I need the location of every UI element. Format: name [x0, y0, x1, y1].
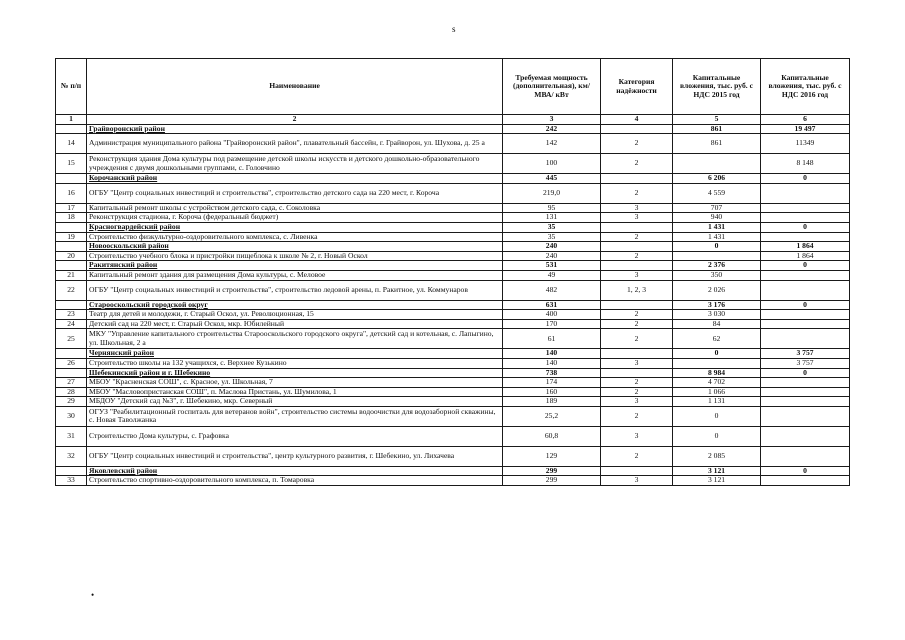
cell-capex-2016: 19 497	[761, 124, 850, 134]
cell-capex-2016	[761, 426, 850, 446]
cell-power: 299	[503, 476, 601, 486]
column-index-row	[56, 115, 850, 125]
cell-name: Капитальный ремонт школы с устройством детского сада, с. Соколовка	[87, 203, 503, 213]
cell-capex-2016	[761, 406, 850, 426]
table-row	[56, 270, 850, 280]
table-row	[56, 319, 850, 329]
cell-capex-2016	[761, 476, 850, 486]
cell-capex-2015: 0	[673, 349, 761, 359]
cell-num	[56, 222, 87, 232]
cell-name: ОГБУ "Центр социальных инвестиций и строительства", центр культурного развития, г. Шебекино, ул. Лихачева	[87, 446, 503, 466]
table-row	[56, 446, 850, 466]
cell-power: 49	[503, 270, 601, 280]
cell-power: 482	[503, 280, 601, 300]
cell-category: 2	[601, 387, 673, 397]
cell-capex-2015: 940	[673, 213, 761, 223]
cell-capex-2016: 0	[761, 174, 850, 184]
table-row	[56, 251, 850, 261]
cell-power: 445	[503, 174, 601, 184]
cell-name: Новооскольский район	[87, 242, 503, 252]
cell-name: ОГБУ "Центр социальных инвестиций и строительства", строительство ледовой арены, п. Ракитное, ул. Коммунаров	[87, 280, 503, 300]
header-name: Наименование	[87, 59, 503, 115]
cell-capex-2015: 4 702	[673, 378, 761, 388]
cell-name: Яковлевский район	[87, 466, 503, 476]
cell-category	[601, 124, 673, 134]
cell-category: 2	[601, 406, 673, 426]
cell-power: 400	[503, 310, 601, 320]
cell-capex-2016	[761, 446, 850, 466]
cell-name: Администрация муниципального района "Грайворонский район", плавательный бассейн, г. Грайворон, ул. Шухова, д. 25 а	[87, 134, 503, 154]
cell-category	[601, 368, 673, 378]
cell-name: ОГУЗ "Реабилитационный госпиталь для ветеранов войн", строительство системы водоочистки для водозаборной скважины, с. Новая Таволжанка	[87, 406, 503, 426]
cell-category: 2	[601, 378, 673, 388]
cell-capex-2016: 1 864	[761, 251, 850, 261]
cell-category: 1, 2, 3	[601, 280, 673, 300]
cell-name: Строительство физкультурно-оздоровительного комплекса, с. Ливенка	[87, 232, 503, 242]
cell-num: 27	[56, 378, 87, 388]
cell-name: Чернянский район	[87, 349, 503, 359]
cell-capex-2015: 62	[673, 329, 761, 349]
cell-capex-2016: 8 148	[761, 154, 850, 174]
cell-category	[601, 261, 673, 271]
table-row	[56, 378, 850, 388]
district-row	[56, 368, 850, 378]
cell-category	[601, 174, 673, 184]
cell-power: 25,2	[503, 406, 601, 426]
cell-num: 31	[56, 426, 87, 446]
district-row	[56, 242, 850, 252]
table-row	[56, 329, 850, 349]
cell-name: МКУ "Управление капитального строительства Старооскольского городского округа", детский сад и котельная, с. Лапыгино, ул. Школьная, 2 а	[87, 329, 503, 349]
table-row	[56, 426, 850, 446]
cell-num: 19	[56, 232, 87, 242]
cell-capex-2016: 0	[761, 261, 850, 271]
cell-capex-2016: 0	[761, 300, 850, 310]
cell-category: 3	[601, 213, 673, 223]
page-mark-bottom: •	[91, 590, 95, 600]
column-index: 4	[601, 115, 673, 125]
cell-capex-2015: 0	[673, 426, 761, 446]
cell-capex-2015: 84	[673, 319, 761, 329]
table-row	[56, 280, 850, 300]
cell-category: 2	[601, 446, 673, 466]
cell-power: 738	[503, 368, 601, 378]
cell-num: 26	[56, 358, 87, 368]
cell-category: 3	[601, 270, 673, 280]
column-index: 3	[503, 115, 601, 125]
table-row	[56, 134, 850, 154]
cell-name: Строительство Дома культуры, с. Графовка	[87, 426, 503, 446]
cell-category: 3	[601, 476, 673, 486]
cell-capex-2015: 0	[673, 406, 761, 426]
district-row	[56, 300, 850, 310]
cell-power: 240	[503, 242, 601, 252]
cell-category: 2	[601, 154, 673, 174]
cell-name: Старооскольский городской округ	[87, 300, 503, 310]
cell-power: 189	[503, 397, 601, 407]
cell-num: 30	[56, 406, 87, 426]
table-row	[56, 154, 850, 174]
cell-capex-2015: 2 026	[673, 280, 761, 300]
table-row	[56, 358, 850, 368]
table-row	[56, 476, 850, 486]
cell-num: 24	[56, 319, 87, 329]
cell-power: 219,0	[503, 183, 601, 203]
cell-capex-2016	[761, 203, 850, 213]
column-index: 6	[761, 115, 850, 125]
cell-capex-2016: 3 757	[761, 358, 850, 368]
table-row	[56, 397, 850, 407]
cell-num: 29	[56, 397, 87, 407]
cell-num: 15	[56, 154, 87, 174]
cell-name: Театр для детей и молодежи, г. Старый Оскол, ул. Революционная, 15	[87, 310, 503, 320]
cell-power: 174	[503, 378, 601, 388]
cell-capex-2015: 8 984	[673, 368, 761, 378]
table-row	[56, 183, 850, 203]
column-index: 1	[56, 115, 87, 125]
header-capex-2016: Капитальные вложения, тыс. руб. с НДС 2016 год	[761, 59, 850, 115]
cell-power: 531	[503, 261, 601, 271]
cell-name: Реконструкция стадиона, г. Короча (федеральный бюджет)	[87, 213, 503, 223]
cell-capex-2015	[673, 251, 761, 261]
cell-num	[56, 300, 87, 310]
cell-power: 60,8	[503, 426, 601, 446]
cell-category: 2	[601, 329, 673, 349]
cell-capex-2015	[673, 154, 761, 174]
cell-capex-2016	[761, 378, 850, 388]
cell-capex-2016	[761, 183, 850, 203]
cell-num: 25	[56, 329, 87, 349]
cell-category: 3	[601, 426, 673, 446]
header-row	[56, 59, 850, 115]
district-row	[56, 349, 850, 359]
cell-category: 2	[601, 232, 673, 242]
cell-category: 3	[601, 397, 673, 407]
table-row	[56, 406, 850, 426]
table-body	[56, 124, 850, 485]
cell-name: Строительство спортивно-оздоровительного комплекса, п. Томаровка	[87, 476, 503, 486]
cell-capex-2016: 1 864	[761, 242, 850, 252]
cell-capex-2015: 3 030	[673, 310, 761, 320]
table-row	[56, 387, 850, 397]
table-row	[56, 310, 850, 320]
cell-power: 299	[503, 466, 601, 476]
cell-category	[601, 222, 673, 232]
header-num: № п/п	[56, 59, 87, 115]
cell-name: МБОУ "Масловопристанская СОШ", п. Маслова Пристань, ул. Шумилова, 1	[87, 387, 503, 397]
cell-power: 631	[503, 300, 601, 310]
cell-capex-2015: 861	[673, 134, 761, 154]
cell-category: 2	[601, 310, 673, 320]
district-row	[56, 261, 850, 271]
cell-power: 100	[503, 154, 601, 174]
cell-category: 2	[601, 134, 673, 154]
cell-power: 129	[503, 446, 601, 466]
cell-num: 18	[56, 213, 87, 223]
cell-capex-2015: 3 121	[673, 466, 761, 476]
cell-name: Детский сад на 220 мест, г. Старый Оскол, мкр. Юбилейный	[87, 319, 503, 329]
cell-name: Красногвардейский район	[87, 222, 503, 232]
cell-category: 3	[601, 203, 673, 213]
cell-capex-2015: 2 376	[673, 261, 761, 271]
cell-capex-2016: 0	[761, 222, 850, 232]
cell-capex-2016	[761, 319, 850, 329]
cell-capex-2016	[761, 213, 850, 223]
cell-num	[56, 349, 87, 359]
cell-capex-2016	[761, 387, 850, 397]
district-row	[56, 222, 850, 232]
cell-category	[601, 466, 673, 476]
cell-num: 16	[56, 183, 87, 203]
cell-num	[56, 261, 87, 271]
cell-capex-2015: 0	[673, 242, 761, 252]
cell-name: МБДОУ "Детский сад №3", г. Шебекино, мкр. Северный	[87, 397, 503, 407]
table-row	[56, 203, 850, 213]
cell-capex-2016	[761, 232, 850, 242]
cell-name: ОГБУ "Центр социальных инвестиций и строительства", строительство детского сада на 220 мест, г. Короча	[87, 183, 503, 203]
cell-capex-2015: 6 206	[673, 174, 761, 184]
cell-num: 22	[56, 280, 87, 300]
cell-power: 170	[503, 319, 601, 329]
cell-category: 2	[601, 319, 673, 329]
cell-capex-2016	[761, 397, 850, 407]
cell-capex-2015: 350	[673, 270, 761, 280]
cell-num	[56, 242, 87, 252]
cell-num: 28	[56, 387, 87, 397]
cell-name: МБОУ "Красненская СОШ", с. Красное, ул. Школьная, 7	[87, 378, 503, 388]
cell-capex-2015: 707	[673, 203, 761, 213]
table-row	[56, 232, 850, 242]
column-index: 5	[673, 115, 761, 125]
cell-num	[56, 466, 87, 476]
cell-power: 140	[503, 358, 601, 368]
cell-power: 61	[503, 329, 601, 349]
cell-capex-2015: 1 131	[673, 397, 761, 407]
cell-num: 17	[56, 203, 87, 213]
cell-power: 140	[503, 349, 601, 359]
header-category: Категория надёжности	[601, 59, 673, 115]
cell-category	[601, 242, 673, 252]
header-capex-2015: Капитальные вложения, тыс. руб. с НДС 2015 год	[673, 59, 761, 115]
cell-category: 2	[601, 183, 673, 203]
cell-num: 20	[56, 251, 87, 261]
cell-power: 35	[503, 222, 601, 232]
cell-capex-2015	[673, 358, 761, 368]
cell-power: 160	[503, 387, 601, 397]
cell-power: 35	[503, 232, 601, 242]
cell-num	[56, 174, 87, 184]
cell-num: 32	[56, 446, 87, 466]
cell-name: Реконструкция здания Дома культуры под размещение детской школы искусств и детского дошкольно-образовательного учреждения с двумя дошкольными группами, с. Головчино	[87, 154, 503, 174]
table-row	[56, 213, 850, 223]
cell-capex-2016	[761, 329, 850, 349]
cell-capex-2016	[761, 280, 850, 300]
cell-category: 3	[601, 358, 673, 368]
column-index: 2	[87, 115, 503, 125]
cell-capex-2015: 3 176	[673, 300, 761, 310]
cell-capex-2015: 4 559	[673, 183, 761, 203]
cell-capex-2016	[761, 310, 850, 320]
cell-power: 142	[503, 134, 601, 154]
cell-category	[601, 300, 673, 310]
cell-num	[56, 124, 87, 134]
cell-category: 2	[601, 251, 673, 261]
cell-name: Строительство школы на 132 учащихся, с. Верхнее Кузькино	[87, 358, 503, 368]
cell-capex-2016: 0	[761, 368, 850, 378]
cell-capex-2016: 11349	[761, 134, 850, 154]
cell-name: Строительство учебного блока и пристройки пищеблока к школе № 2, г. Новый Оскол	[87, 251, 503, 261]
cell-capex-2015: 1 431	[673, 222, 761, 232]
cell-name: Ракитянский район	[87, 261, 503, 271]
district-row	[56, 124, 850, 134]
cell-name: Шебекинский район и г. Шебекино	[87, 368, 503, 378]
cell-capex-2015: 861	[673, 124, 761, 134]
cell-name: Корочанский район	[87, 174, 503, 184]
page-mark-top: s	[452, 24, 456, 34]
cell-capex-2015: 1 066	[673, 387, 761, 397]
cell-name: Капитальный ремонт здания для размещения Дома культуры, с. Меловое	[87, 270, 503, 280]
cell-name: Грайворонский район	[87, 124, 503, 134]
cell-capex-2015: 1 431	[673, 232, 761, 242]
cell-capex-2016	[761, 270, 850, 280]
header-power: Требуемая мощность (дополнительная), км/ МВА/ кВт	[503, 59, 601, 115]
cell-capex-2015: 2 085	[673, 446, 761, 466]
cell-power: 131	[503, 213, 601, 223]
cell-num: 21	[56, 270, 87, 280]
cell-capex-2015: 3 121	[673, 476, 761, 486]
cell-num	[56, 368, 87, 378]
district-row	[56, 466, 850, 476]
district-row	[56, 174, 850, 184]
cell-power: 95	[503, 203, 601, 213]
cell-power: 242	[503, 124, 601, 134]
cell-num: 33	[56, 476, 87, 486]
investment-table	[55, 58, 850, 486]
cell-num: 23	[56, 310, 87, 320]
cell-num: 14	[56, 134, 87, 154]
cell-capex-2016: 0	[761, 466, 850, 476]
cell-capex-2016: 3 757	[761, 349, 850, 359]
cell-category	[601, 349, 673, 359]
cell-power: 240	[503, 251, 601, 261]
